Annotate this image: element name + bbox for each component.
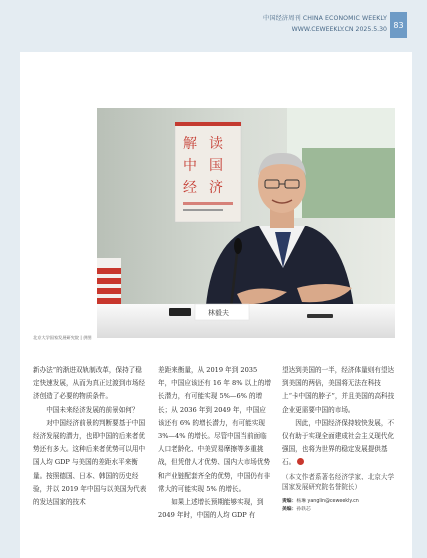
paragraph: 中国未来经济发展的前景如何？ <box>46 405 139 414</box>
editor-label: 责编： <box>282 499 297 505</box>
paragraph <box>282 417 396 470</box>
speaker-photo-illustration <box>97 108 395 338</box>
book-title-char: 解 <box>183 136 197 152</box>
paragraph-text: 因此，中国经济保持较快发展，不仅有助于实现全面建成社会主义现代化强国，也将为世界的稳定发展提供基石。 <box>282 418 395 467</box>
article-column-3 <box>282 364 396 514</box>
book-title-char: 读 <box>209 136 223 152</box>
page-number: 83 <box>390 12 407 38</box>
phone-on-table <box>169 308 191 316</box>
magazine-header <box>263 13 387 35</box>
article-column-1 <box>33 364 147 509</box>
nameplate-text: 林毅夫 <box>208 309 229 317</box>
book-title-char: 国 <box>209 158 223 174</box>
paragraph: 对中国经济前景的判断要基于中国经济发展的潜力，也即中国的后来者优势还有多大。这种后来者优势可以用中国人均 GDP 与美国的差距水平来衡量。按照德国、日本、韩国的历史经验，并以 2019 年中国与以美国为代表的发达国家的技术 <box>33 418 147 507</box>
editor-name: 杨琳 yanglin@ceweekly.cn <box>296 499 359 505</box>
speaker-photo <box>97 108 395 338</box>
paragraph: 望达到美国的一半，经济体量则有望达到美国的两倍，美国将无法在科技上“卡中国的脖子”，并且美国的高科技企业更需要中国的市场。 <box>282 366 395 414</box>
designer-label: 美编： <box>282 507 297 513</box>
book-title-char: 济 <box>209 180 223 196</box>
editor-credits <box>282 498 396 514</box>
designer-name: 孙轶芯 <box>296 507 311 513</box>
paragraph: 如果上述增长预期能够实现，到 2049 年时，中国的人均 GDP 有 <box>158 498 264 520</box>
author-note: （本文作者系著名经济学家、北京大学国家发展研究院名誉院长） <box>282 472 395 491</box>
magazine-site-date: WWW.CEWEEKLY.CN 2025.5.30 <box>291 26 387 33</box>
paragraph: 新办法”的渐进双轨制改革，保持了稳定快速发展，从而为真正过渡到市场经济创造了必要的物质条件。 <box>33 366 146 401</box>
pen-on-table <box>307 314 333 318</box>
magazine-title: 中国经济周刊 CHINA ECONOMIC WEEKLY <box>263 15 387 22</box>
photo-caption: 北京大学国家发展研究院 | 供图 <box>33 335 92 340</box>
end-mark-icon <box>297 458 304 465</box>
book-title-char: 经 <box>183 180 197 196</box>
article-column-2 <box>158 364 271 522</box>
window-greenery <box>302 148 395 218</box>
paragraph: 差距来衡量，从 2019 年到 2035 年，中国应该还有 16 年 8% 以上的增长潜力，有可能实现 5%—6% 的增长；从 2036 年到 2049 年，中国应该还有 6% 的增长潜力，有可能实现 3%—4% 的增长。尽管中国当前面临人口老龄化、中美贸易摩擦等多重挑战，但凭借人才优势、国内大市场优势和产业链配套齐全的优势，中国仍有非常大的可能实现 5% 的增长。 <box>158 366 271 493</box>
book-title-char: 中 <box>183 158 197 174</box>
